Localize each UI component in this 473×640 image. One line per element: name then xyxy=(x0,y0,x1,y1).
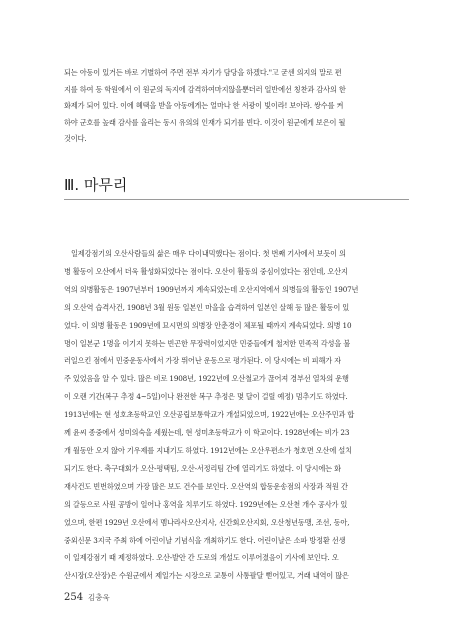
page-footer xyxy=(64,592,110,603)
heading-divider xyxy=(64,199,409,200)
text-line: 지를 하여 동 학원에서 이 원군의 독지에 감격하여마지않을뿐더러 일반에선 칭찬과 감사의 한 xyxy=(64,84,346,94)
text-line: 1913년에는 현 성호초등학교인 오산공립보통학교가 개설되었으며, 1922년에는 오산주민과 합 xyxy=(64,410,355,420)
body-paragraph-conclusion xyxy=(64,245,409,585)
text-line: 재사건도 빈번하였으며 가장 많은 보도 건수를 보인다. 오산역의 합동운송점의 사장과 적원 간 xyxy=(64,481,348,491)
text-line: 것이다. xyxy=(64,134,87,144)
text-line: 이 오랜 기간(복구 추정 4~5일)이나 완전한 복구 추정은 몇 달이 걸릴 예정) 멈추기도 하였다. xyxy=(64,392,348,402)
text-line: 화제가 되어 있다. 이에 혜택을 받을 아동에게는 얼마나 한 서광이 빛이라! 보아라. 쌍수를 켜 xyxy=(64,101,344,111)
page-number: 254 xyxy=(64,592,84,603)
text-line: 되는 아동이 있거든 바로 기별하여 주면 전부 자기가 담당을 하겠다."고 굳센 의지의 말로 편 xyxy=(64,68,342,77)
text-line: 역의 의병활동은 1907년부터 1909년까지 계속되었는데 오산지역에서 의병들의 활동인 1907년 xyxy=(64,284,359,294)
text-line: 개 월동안 오지 않아 기우제를 지내기도 하였다. 1912년에는 오산우편소가 청호면 오산에 설치 xyxy=(64,445,352,455)
text-line: 의 갈등으로 사원 공방이 일어나 홍역을 치루기도 하였다. 1929년에는 오산천 개수 공사가 있 xyxy=(64,499,348,509)
text-line: 께 윤씨 종중에서 성미의숙을 세웠는데, 현 성미초등학교가 이 학교이다. 1928년에는 비가 23 xyxy=(64,428,350,438)
body-paragraph-quote xyxy=(64,65,409,148)
section-heading: Ⅲ. 마무리 xyxy=(64,176,128,194)
text-line: 이 일제강점기 때 제정하였다. 오산-발안 간 도로의 개설도 이루어졌음이 기사에 보인다. 오 xyxy=(64,553,339,563)
text-line: 러일으킨 점에서 민중운동사에서 가장 뛰어난 운동으로 평가된다. 이 당시에는 비 피해가 자 xyxy=(64,356,341,366)
text-line: 일제강점기의 오산사람들의 삶은 매우 다이내믹했다는 점이다. 첫 번째 기사에서 보듯이 의 xyxy=(71,249,346,258)
text-line: 산시장(오산장)은 수원군에서 제일가는 시장으로 교통이 사통팔달 뻗어있고, 거래 내역이 많은 xyxy=(64,571,349,581)
text-line: 중외신문 3지국 주최 하에 어린이날 기념식을 개최하기도 한다. 어린이날은 소파 방정환 선생 xyxy=(64,535,346,545)
text-line: 명이 일본군 1명을 이기지 못하는 빈곤한 무장력이었지만 민중들에게 철저한 민족적 각성을 불 xyxy=(64,338,351,348)
text-line: 주 있었음을 알 수 있다. 많은 비로 1908년, 1922년에 오산철교가 끊어져 경부선 열차의 운행 xyxy=(64,374,349,384)
text-line: 의 오산역 습격사건, 1908년 3월 원동 일본인 마을을 습격하여 일본인 살해 등 많은 활동이 있 xyxy=(64,302,350,312)
text-line: 하야 군호를 높래 감사를 올리는 동시 유의의 인재가 되기를 빈다. 이것이 원군에게 보은이 될 xyxy=(64,117,346,127)
running-author: 김충욱 xyxy=(87,593,110,602)
text-line: 었다. 이 의병 활동은 1909년에 묘시면의 의병장 안춘경이 체포될 때까지 계속되었다. 의병 10 xyxy=(64,320,352,330)
text-line: 병 활동이 오산에서 더욱 활성화되었다는 점이다. 오산이 활동의 중심이었다는 점인데, 오산지 xyxy=(64,266,348,276)
text-line: 되기도 한다. 축구대회가 오산-평택팀, 오산-서정리팀 간에 열리기도 하였다. 이 당시에는 화 xyxy=(64,463,341,473)
text-line: 었으며, 한편 1929년 오산에서 멤나라사오산지사, 신간회오산지회, 오산청년동맹, 조선, 동아, xyxy=(64,517,350,527)
